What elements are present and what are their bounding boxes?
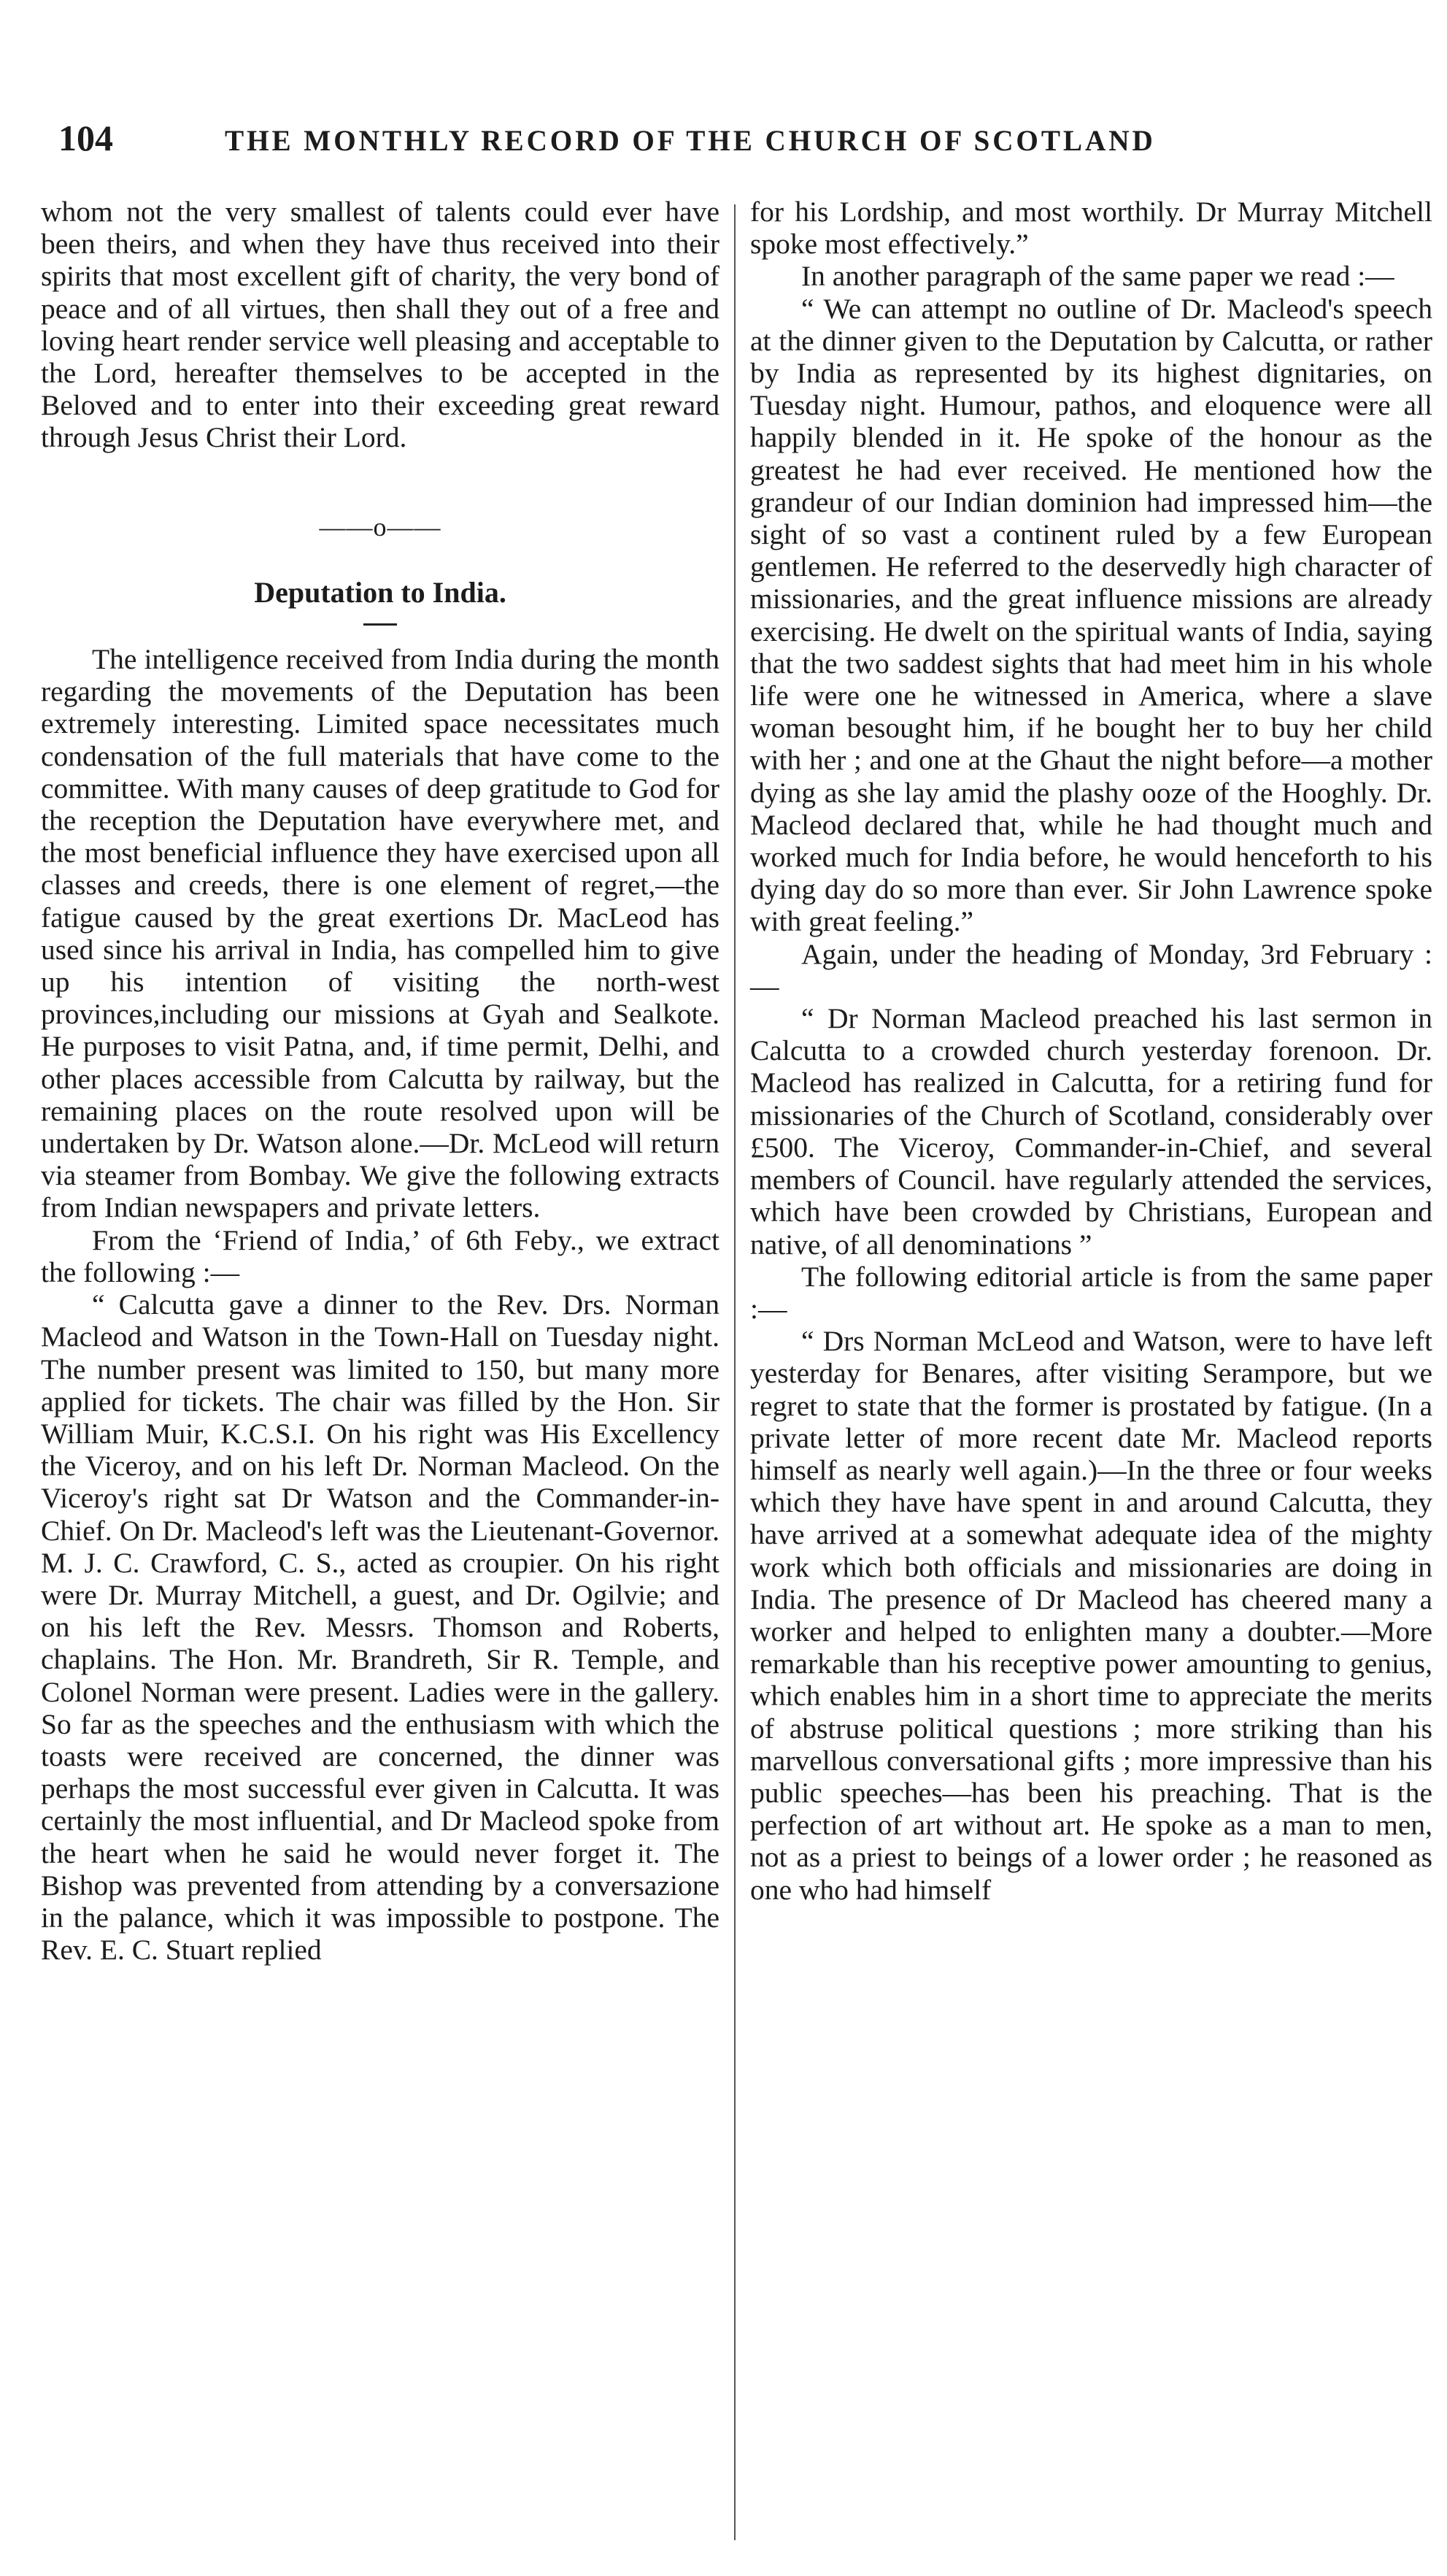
section-title: Deputation to India. [254, 575, 506, 609]
running-head: THE MONTHLY RECORD OF THE CHURCH OF SCOTLAND [225, 124, 1156, 157]
column-divider [734, 204, 736, 2540]
paragraph: whom not the very smallest of talents could ever have been theirs, and when they have thus received into their spirits that most excellent gift of charity, the very bond of peace and of all virtues, then shall they out of a free and loving heart render service well pleasing and acceptable to the Lord, hereafter themselves to be accepted in the Beloved and to enter into their exceeding great reward through Jesus Christ their Lord. [41, 196, 719, 454]
quoted-paragraph: “ Drs Norman McLeod and Watson, were to have left yesterday for Benares, after visiting Serampore, but we regret to state that the former is prostated by fatigue. (In a private letter of more recent date Mr. Macleod reports himself as nearly well again.)—In the three or four weeks which they have have spent in and around Calcutta, they have arrived at a somewhat adequate idea of the mighty work which both officials and missionaries are doing in India. The presence of Dr Macleod has cheered many a worker and helped to enlighten many a doubter.—More remarkable than his receptive power amounting to genius, which enables him in a short time to appreciate the merits of abstruse political questions ; more striking than his marvellous conversational gifts ; more impressive than his public speeches—has been his preaching. That is the perfection of art without art. He spoke as a man to men, not as a priest to beings of a lower order ; he reasoned as one who had himself [750, 1325, 1432, 1906]
quoted-paragraph: “ Calcutta gave a dinner to the Rev. Drs. Norman Macleod and Watson in the Town-Hall on Tuesday night. The number present was limited to 150, but many more applied for tickets. The chair was filled by the Hon. Sir William Muir, K.C.S.I. On his right was His Excellency the Viceroy, and on his left Dr. Norman Macleod. On the Viceroy's right sat Dr Watson and the Commander-in-Chief. On Dr. Macleod's left was the Lieutenant-Governor. M. J. C. Crawford, C. S., acted as croupier. On his right were Dr. Murray Mitchell, a guest, and Dr. Ogilvie; and on his left the Rev. Messrs. Thomson and Roberts, chaplains. The Hon. Mr. Brandreth, Sir R. Temple, and Colonel Norman were present. Ladies were in the gallery. So far as the speeches and the enthusiasm with which the toasts were received are concerned, the dinner was perhaps the most successful ever given in Calcutta. It was certainly the most influential, and Dr Macleod spoke from the heart when he said he would never forget it. The Bishop was prevented from attending by a conversazione in the palance, which it was impossible to postpone. The Rev. E. C. Stuart replied [41, 1288, 719, 1966]
quoted-paragraph: “ We can attempt no outline of Dr. Macleod's speech at the dinner given to the Deputation by Calcutta, or rather by India as represented by its highest dignitaries, on Tuesday night. Humour, pathos, and eloquence were all happily blended in it. He spoke of the honour as the greatest he had ever received. He mentioned how the grandeur of our Indian dominion had impressed him—the sight of so vast a continent ruled by a few European gentlemen. He referred to the deservedly high character of missionaries, and the great influence missions are already exercising. He dwelt on the spiritual wants of India, saying that the two saddest sights that had meet him in his whole life were one he witnessed in America, where a slave woman besought him, if he bought her to buy her child with her ; and one at the Ghaut the night before—a mother dying as she lay amid the plashy ooze of the Hooghly. Dr. Macleod declared that, while he had thought much and worked much for India before, he would henceforth to his dying day do so more than ever. Sir John Lawrence spoke with great feeling.” [750, 292, 1432, 938]
paragraph: The intelligence received from India during the month regarding the movements of the Deputation has been extremely interesting. Limited space necessitates much condensation of the full materials that have come to the committee. With many causes of deep gratitude to God for the reception the Deputation have everywhere met, and the most beneficial influence they have exercised upon all classes and creeds, there is one element of regret,—the fatigue caused by the great exertions Dr. MacLeod has used since his arrival in India, has compelled him to give up his intention of visiting the north-west provinces,including our missions at Gyah and Sealkote. He purposes to visit Patna, and, if time permit, Delhi, and other places accessible from Calcutta by railway, but the remaining places on the route resolved upon will be undertaken by Dr. Watson alone.—Dr. McLeod will return via steamer from Bombay. We give the following extracts from Indian newspapers and private letters. [41, 643, 719, 1224]
right-column [750, 196, 1432, 1906]
paragraph: In another paragraph of the same paper we read :— [801, 260, 1394, 293]
quoted-paragraph: “ Dr Norman Macleod preached his last sermon in Calcutta to a crowded church yesterday forenoon. Dr. Macleod has realized in Calcutta, for a retiring fund for missionaries of the Church of Scotland, considerably over £500. The Viceroy, Commander-in-Chief, and several members of Council. have regularly attended the services, which have been crowded by Christians, European and native, of all denominations ” [750, 1002, 1432, 1261]
left-column [41, 196, 719, 1966]
page-header [58, 117, 1168, 161]
paragraph: From the ‘Friend of India,’ of 6th Feby., we extract the following :— [41, 1223, 719, 1288]
title-underline [363, 623, 397, 626]
section-separator: ——o—— [319, 512, 441, 542]
page-number: 104 [58, 118, 113, 158]
paragraph: for his Lordship, and most worthily. Dr Murray Mitchell spoke most effectively.” [750, 196, 1432, 261]
paragraph: The following editorial article is from the same paper :— [750, 1260, 1432, 1325]
paragraph: Again, under the heading of Monday, 3rd February :— [750, 937, 1432, 1002]
